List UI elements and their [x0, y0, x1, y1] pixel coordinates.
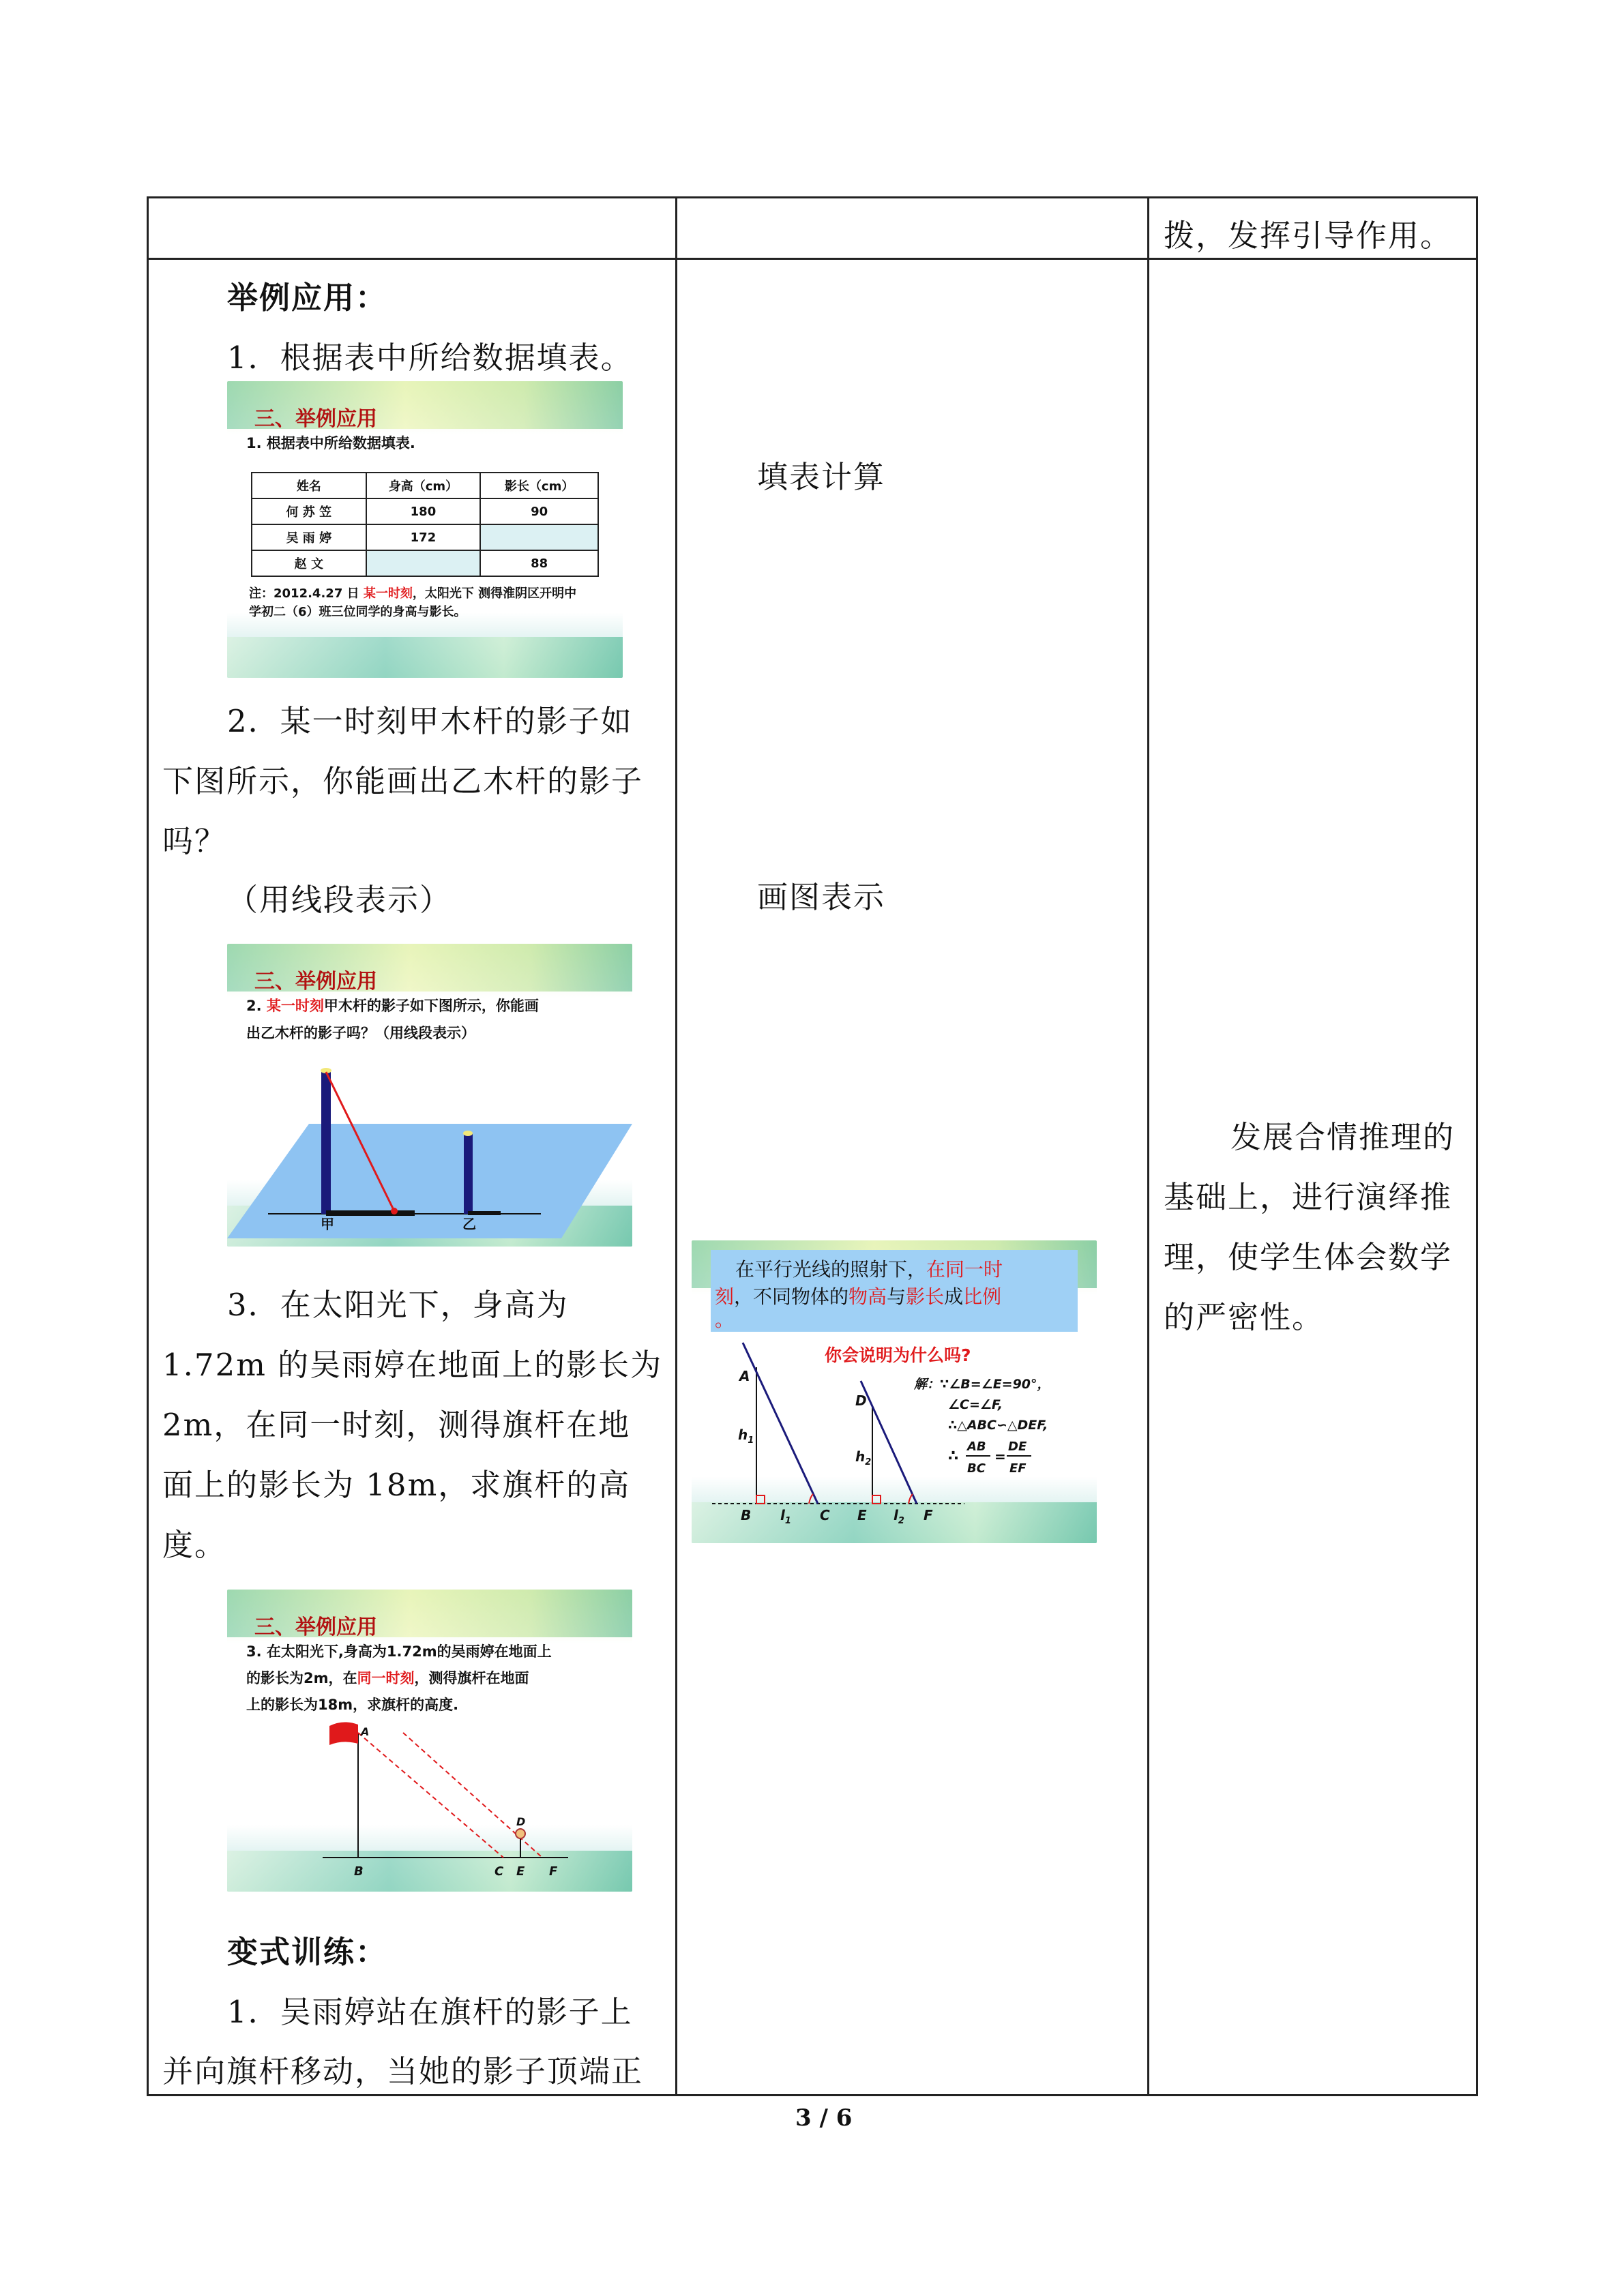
conclusion-emphasis: 在同一时: [926, 1258, 1003, 1281]
label-C: C: [494, 1864, 504, 1879]
variant-training-heading: 变式训练：: [227, 1934, 388, 1970]
q-prefix: 2.: [246, 998, 267, 1014]
label-h2: [855, 1444, 871, 1476]
ground-plane: [227, 1124, 632, 1238]
note-suffix: ，太阳光下 测得淮阴区开明中: [412, 586, 577, 601]
question-3-line-5: 度。: [162, 1527, 227, 1563]
label-jia: 甲: [321, 1216, 334, 1232]
slide-question-line-2: 出乙木杆的影子吗？（用线段表示）: [246, 1025, 475, 1041]
conclusion-emphasis: 刻: [715, 1285, 735, 1308]
variant-1-line-1: 1．吴雨婷站在旗杆的影子上: [227, 1994, 633, 2030]
triangle-DEF-df: [861, 1381, 917, 1504]
flag-icon: [329, 1722, 358, 1745]
activity-fill-table: 填表计算: [757, 459, 886, 495]
slide-shadow-poles: [227, 944, 632, 1247]
q-emphasis: 同一时刻: [357, 1670, 415, 1686]
slide-title: 三、举例应用: [254, 970, 377, 994]
label-A: A: [361, 1725, 370, 1738]
fraction-1-numerator: AB: [967, 1440, 986, 1454]
question-2-note: （用线段表示）: [227, 882, 452, 918]
pole-yi: [464, 1133, 473, 1214]
label-l2: [894, 1502, 904, 1534]
slide-note-line-2: 学初二（6）班三位同学的身高与影长。: [249, 605, 467, 619]
label-F: F: [924, 1507, 933, 1523]
slide-title: 三、举例应用: [254, 407, 377, 431]
cell-height: 180: [366, 498, 481, 524]
l1-sub: 1: [784, 1516, 791, 1526]
question-3-line-2: 1.72m 的吴雨婷在地面上的影长为: [162, 1347, 663, 1383]
label-h1: [738, 1422, 754, 1454]
variant-1-line-2: 并向旗杆移动，当她的影子顶端正: [162, 2053, 644, 2089]
question-3-line-4: 面上的影长为 18m，求旗杆的高: [162, 1467, 631, 1503]
label-B: B: [741, 1507, 752, 1523]
cell-shadow: 90: [480, 498, 598, 524]
h2-sub: 2: [865, 1457, 872, 1467]
flagpole-diagram: [227, 1590, 632, 1892]
label-D: D: [855, 1392, 867, 1409]
q-suffix: ，测得旗杆在地面: [414, 1670, 529, 1686]
table-row: [252, 524, 598, 550]
cell-name: 何 苏 笠: [252, 498, 366, 524]
solution-line-4: ∴: [948, 1448, 959, 1465]
design-intent-line-2: 基础上，进行演绎推: [1164, 1179, 1453, 1215]
h1-letter: h: [738, 1427, 748, 1443]
question-2-line-3: 吗？: [162, 823, 227, 859]
right-angle-mark-B: [756, 1495, 765, 1504]
question-2-line-2: 下图所示，你能画出乙木杆的影子: [162, 763, 644, 799]
angle-mark-C: [809, 1494, 813, 1504]
l1-letter: l: [780, 1507, 785, 1523]
label-E: E: [516, 1864, 525, 1879]
l2-sub: 2: [898, 1516, 904, 1526]
design-intent-line-4: 的严密性。: [1164, 1299, 1325, 1335]
slide-data-table: [227, 381, 623, 678]
table-left-border: [147, 196, 149, 2096]
solution-line-3: ∴△ABC∽△DEF,: [948, 1418, 1048, 1433]
cell-name: 吴 雨 婷: [252, 524, 366, 550]
header-height: 身高（cm）: [366, 473, 481, 498]
conclusion-part: 与: [887, 1285, 906, 1308]
right-angle-mark-E: [872, 1495, 881, 1504]
label-F: F: [549, 1864, 558, 1879]
slide-subtitle: 1. 根据表中所给数据填表.: [246, 435, 415, 451]
cell-height: 172: [366, 524, 481, 550]
fraction-1-denominator: BC: [967, 1461, 986, 1476]
label-A: A: [739, 1368, 750, 1384]
table-col-divider-1: [675, 196, 677, 2096]
table-row: [252, 550, 598, 576]
pole-jia-shadow: [326, 1210, 415, 1216]
design-intent-line-1: 发展合情推理的: [1230, 1119, 1456, 1155]
shadow-tip-dot: [391, 1208, 398, 1214]
cell-height-blank: [366, 550, 481, 576]
fraction-2-denominator: EF: [1009, 1461, 1027, 1476]
fraction-2-numerator: DE: [1008, 1440, 1027, 1454]
design-intent-line-3: 理，使学生体会数学: [1164, 1239, 1453, 1275]
slide-question-line-1: 3. 在太阳光下,身高为1.72m的吴雨婷在地面上: [246, 1643, 552, 1660]
table-row: [252, 498, 598, 524]
triangle-ABC-ac: [743, 1343, 818, 1504]
conclusion-emphasis: 影长: [906, 1285, 945, 1308]
label-B: B: [354, 1864, 364, 1879]
page-number: 3 / 6: [795, 2104, 853, 2132]
slide-question: 你会说明为什么吗?: [825, 1345, 971, 1365]
cell-name: 赵 文: [252, 550, 366, 576]
q-suffix: 甲木杆的影子如下图所示，你能画: [323, 998, 539, 1014]
conclusion-emphasis: 物高: [848, 1285, 887, 1308]
angle-mark-F: [909, 1494, 913, 1504]
note-emphasis: 某一时刻: [363, 586, 413, 601]
question-2-line-1: 2．某一时刻甲木杆的影子如: [227, 703, 633, 739]
examples-heading: 举例应用：: [227, 280, 388, 316]
conclusion-emphasis: 比例: [963, 1285, 1002, 1308]
question-3-line-1: 3．在太阳光下，身高为: [227, 1287, 569, 1323]
pole-jia: [321, 1071, 331, 1214]
top-row-guidance-text: 拨，发挥引导作用。: [1164, 218, 1453, 254]
q-emphasis: 某一时刻: [266, 998, 324, 1014]
conclusion-part: 成: [944, 1285, 964, 1308]
label-C: C: [820, 1507, 830, 1523]
slide-question-line-3: 上的影长为18m，求旗杆的高度.: [246, 1697, 459, 1713]
slide-title: 三、举例应用: [254, 1615, 377, 1639]
header-shadow: 影长（cm）: [480, 473, 598, 498]
slide-similar-triangles: [692, 1240, 1097, 1543]
table-header-row: [252, 473, 598, 498]
table-col-divider-2: [1147, 196, 1149, 2096]
conclusion-line-3: 。: [715, 1309, 735, 1331]
activity-draw-diagram: 画图表示: [757, 879, 886, 915]
q-prefix: 的影长为2m，在: [246, 1670, 357, 1686]
conclusion-part: ，不同物体的: [734, 1285, 849, 1308]
pole-yi-top: [463, 1131, 473, 1136]
header-name: 姓名: [252, 473, 366, 498]
slide-flagpole: [227, 1590, 632, 1892]
conclusion-part: 在平行光线的照射下，: [735, 1258, 927, 1281]
label-D: D: [516, 1815, 526, 1828]
height-shadow-table: [251, 472, 599, 577]
h2-letter: h: [855, 1448, 866, 1465]
h1-sub: 1: [748, 1435, 754, 1446]
l2-letter: l: [894, 1507, 898, 1523]
cell-shadow-blank: [480, 524, 598, 550]
question-1-text: 1．根据表中所给数据填表。: [227, 340, 633, 376]
sun-ray-1: [358, 1733, 503, 1858]
table-right-border: [1476, 196, 1478, 2096]
label-l1: [780, 1502, 791, 1534]
question-3-line-3: 2m，在同一时刻，测得旗杆在地: [162, 1407, 631, 1443]
label-E: E: [857, 1507, 867, 1523]
note-prefix: 注：2012.4.27 日: [249, 586, 364, 601]
solution-line-1: 解：∵∠B=∠E=90°，: [914, 1377, 1050, 1392]
cell-shadow: 88: [480, 550, 598, 576]
label-yi: 乙: [462, 1216, 476, 1232]
table-top-border: [147, 196, 1478, 198]
poles-diagram: [227, 944, 632, 1247]
equals-sign: =: [994, 1448, 1006, 1465]
solution-line-2: ∠C=∠F,: [948, 1397, 1003, 1412]
